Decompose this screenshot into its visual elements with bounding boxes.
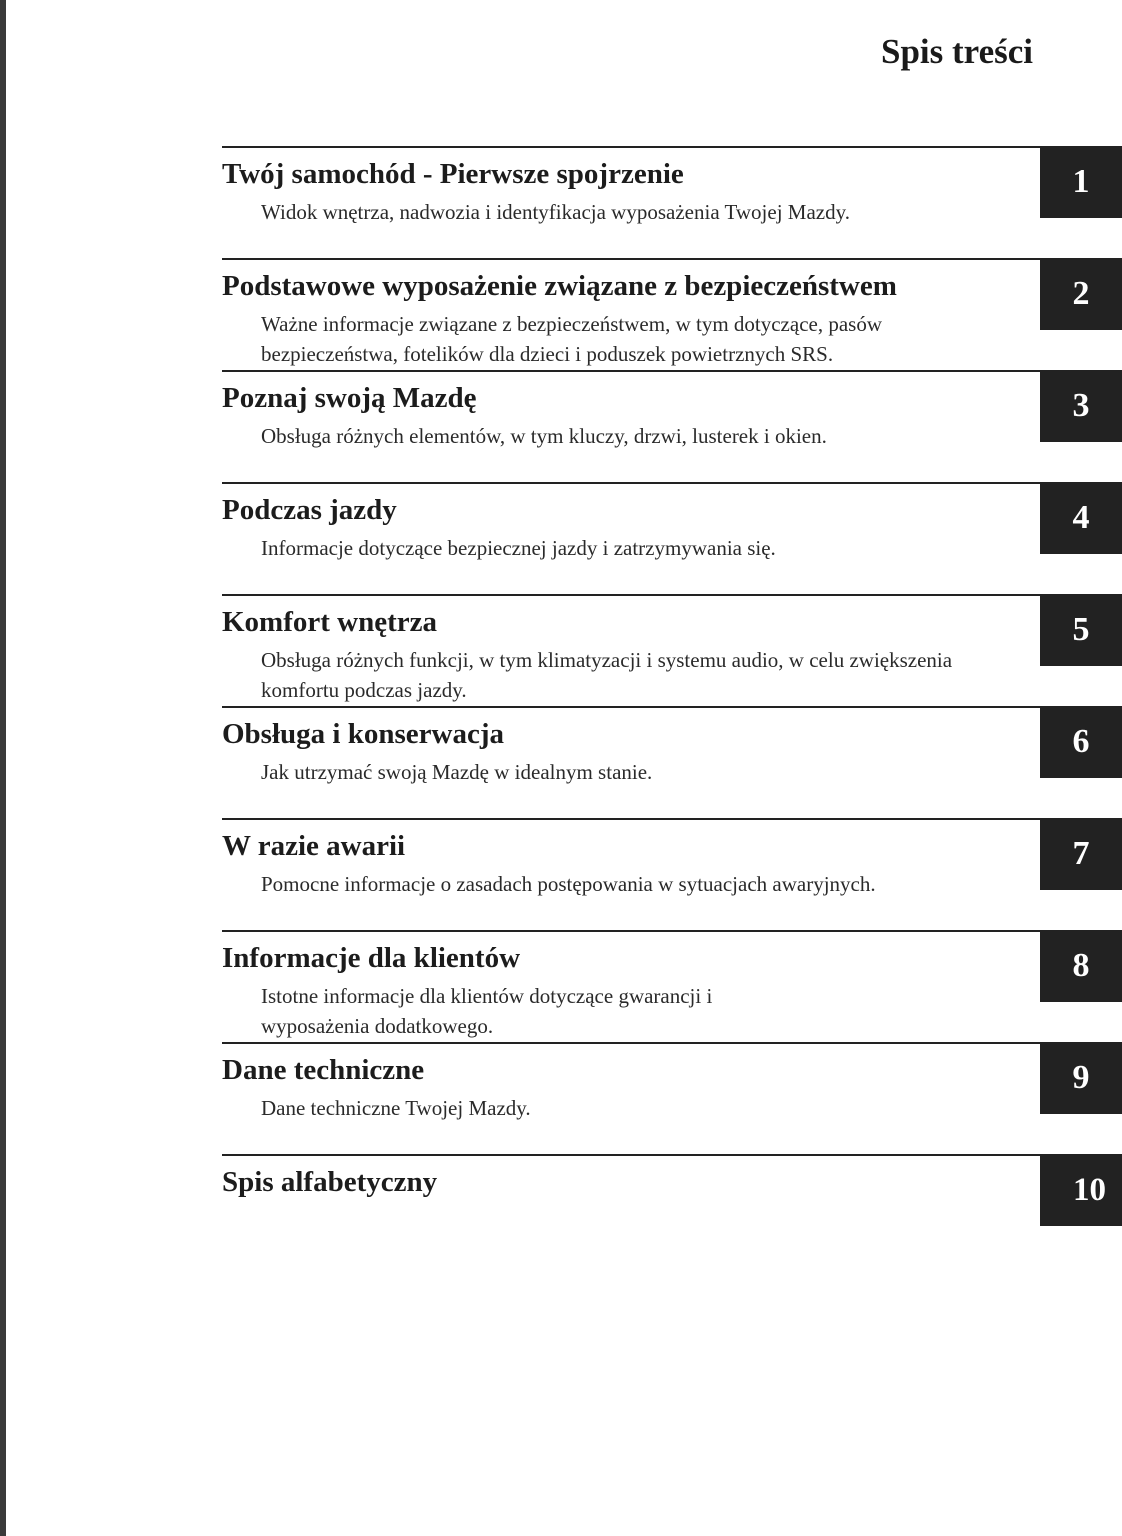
toc-entry-title[interactable]: Dane techniczne [222,1054,425,1086]
table-of-contents [222,146,1122,1266]
toc-entry-2[interactable] [222,258,1090,370]
toc-entry-8[interactable] [222,930,1090,1042]
chapter-tab-10[interactable]: 10 [1040,1154,1122,1226]
toc-entry-6[interactable] [222,706,1090,818]
toc-entry-description: Obsługa różnych funkcji, w tym klimatyzacji i systemu audio, w celu zwiększenia komfortu podczas jazdy. [261,648,953,702]
toc-entry-title[interactable]: Komfort wnętrza [222,606,437,638]
toc-entry-description: Pomocne informacje o zasadach postępowania w sytuacjach awaryjnych. [261,872,876,896]
toc-entry-description: Dane techniczne Twojej Mazdy. [261,1096,531,1120]
toc-entry-title[interactable]: Spis alfabetyczny [222,1166,438,1198]
toc-entry-title[interactable]: Twój samochód - Pierwsze spojrzenie [222,158,684,190]
toc-entry-description: Informacje dotyczące bezpiecznej jazdy i zatrzymywania się. [261,536,776,560]
toc-entry-9[interactable] [222,1042,1090,1154]
toc-entry-description: Istotne informacje dla klientów dotyczące gwarancji i wyposażenia dodatkowego. [261,984,713,1038]
toc-entry-7[interactable] [222,818,1090,930]
chapter-tab-2[interactable]: 2 [1040,258,1122,330]
toc-entry-1[interactable] [222,146,1090,258]
chapter-tab-8[interactable]: 8 [1040,930,1122,1002]
page-left-edge [0,0,6,1536]
toc-entry-title[interactable]: Podstawowe wyposażenie związane z bezpieczeństwem [222,270,897,302]
toc-entry-3[interactable] [222,370,1090,482]
toc-entry-title[interactable]: Obsługa i konserwacja [222,718,504,750]
toc-entry-description: Obsługa różnych elementów, w tym kluczy, drzwi, lusterek i okien. [261,424,827,448]
chapter-tab-4[interactable]: 4 [1040,482,1122,554]
toc-entry-title[interactable]: Podczas jazdy [222,494,397,526]
chapter-tab-7[interactable]: 7 [1040,818,1122,890]
toc-entry-title[interactable]: Poznaj swoją Mazdę [222,382,477,414]
toc-entry-title[interactable]: Informacje dla klientów [222,942,521,974]
toc-entry-description: Widok wnętrza, nadwozia i identyfikacja wyposażenia Twojej Mazdy. [261,200,850,224]
chapter-tab-3[interactable]: 3 [1040,370,1122,442]
page-title: Spis treści [881,32,1033,71]
toc-entry-title[interactable]: W razie awarii [222,830,406,862]
toc-entry-description: Ważne informacje związane z bezpieczeństwem, w tym dotyczące, pasów bezpieczeństwa, fotelików dla dzieci i poduszek powietrznych SRS. [261,312,882,366]
toc-entry-10[interactable] [222,1154,1106,1266]
chapter-tab-9[interactable]: 9 [1040,1042,1122,1114]
chapter-tab-6[interactable]: 6 [1040,706,1122,778]
chapter-tab-1[interactable]: 1 [1040,146,1122,218]
toc-entry-4[interactable] [222,482,1090,594]
toc-entry-description: Jak utrzymać swoją Mazdę w idealnym stanie. [261,760,653,784]
chapter-tab-5[interactable]: 5 [1040,594,1122,666]
toc-entry-5[interactable] [222,594,1090,706]
